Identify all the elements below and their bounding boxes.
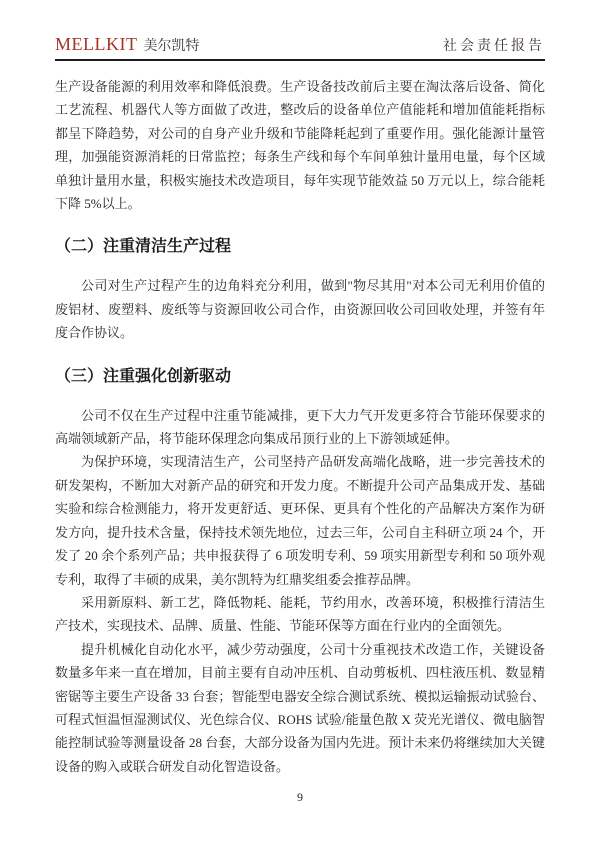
- brand: [55, 34, 199, 55]
- page-footer: [0, 788, 600, 806]
- brand-logo-text: MELLKIT: [55, 34, 138, 54]
- page-number: 9: [297, 790, 303, 804]
- paragraph-intro-continuation: 生产设备能源的利用效率和降低浪费。生产设备技改前后主要在淘汰落后设备、简化工艺流程、机器代人等方面做了改进，整改后的设备单位产值能耗和增加值能耗指标都呈下降趋势，对公司的自身产业升级和节能降耗起到了重要作用。强化能源计量管理，加强能资源消耗的日常监控；每条生产线和每个车间单独计量用电量，每个区域单独计量用水量，积极实施技术改造项目，每年实现节能效益 50 万元以上，综合能耗下降 5%以上。: [55, 79, 545, 212]
- paragraph-innovation-1: 公司不仅在生产过程中注重节能减排，更下大力气开发更多符合节能环保要求的高端领域新产品，将节能环保理念向集成吊顶行业的上下游领域延伸。: [55, 407, 545, 447]
- paragraph-innovation-4: 提升机械化自动化水平，减少劳动强度，公司十分重视技术改造工作，关键设备数量多年来一直在增加，目前主要有自动冲压机、自动剪板机、四柱液压机、数显精密锯等主要生产设备 33 台套；智能型电器安全综合测试系统、模拟运输振动试验台、可程式恒温恒湿测试仪、光色综合仪、ROHS 试验/能量色散 X 荧光光谱仪、微电脑智能控制试验等测量设备 28 台套，大部分设备为国内先进。预计未来仍将继续加大关键设备的购入或联合研发自动化智造设备。: [55, 641, 545, 774]
- paragraph-innovation-3: 采用新原料、新工艺，降低物耗、能耗，节约用水，改善环境，积极推行清洁生产技术，实现技术、品牌、质量、性能、节能环保等方面在行业内的全面领先。: [55, 594, 545, 634]
- paragraph-clean-production: 公司对生产过程产生的边角料充分利用，做到"物尽其用"对本公司无利用价值的废铝材、废塑料、废纸等与资源回收公司合作，由资源回收公司回收处理，并签有年度合作协议。: [55, 278, 545, 341]
- document-body: [55, 75, 545, 778]
- section-heading-clean-production: （二）注重清洁生产过程: [55, 238, 232, 256]
- report-title: 社会责任报告: [443, 39, 545, 54]
- page-header: [55, 34, 545, 61]
- section-heading-innovation: （三）注重强化创新驱动: [55, 367, 232, 385]
- paragraph-innovation-2: 为保护环境，实现清洁生产，公司坚持产品研发高端化战略，进一步完善技术的研发架构，不断加大对新产品的研究和开发力度。不断提升公司产品集成开发、基础实验和综合检测能力，将开发更舒适、更环保、更具有个性化的产品解决方案作为研发方向，提升技术含量，保持技术领先地位，过去三年，公司自主科研立项 24 个，开发了 20 余个系列产品；共申报获得了 6 项发明专利、59 项实用新型专利和 50 项外观专利，取得了丰硕的成果，美尔凯特为红鼎奖组委会推荐品牌。: [55, 454, 545, 587]
- brand-name-chinese: 美尔凯特: [143, 39, 200, 54]
